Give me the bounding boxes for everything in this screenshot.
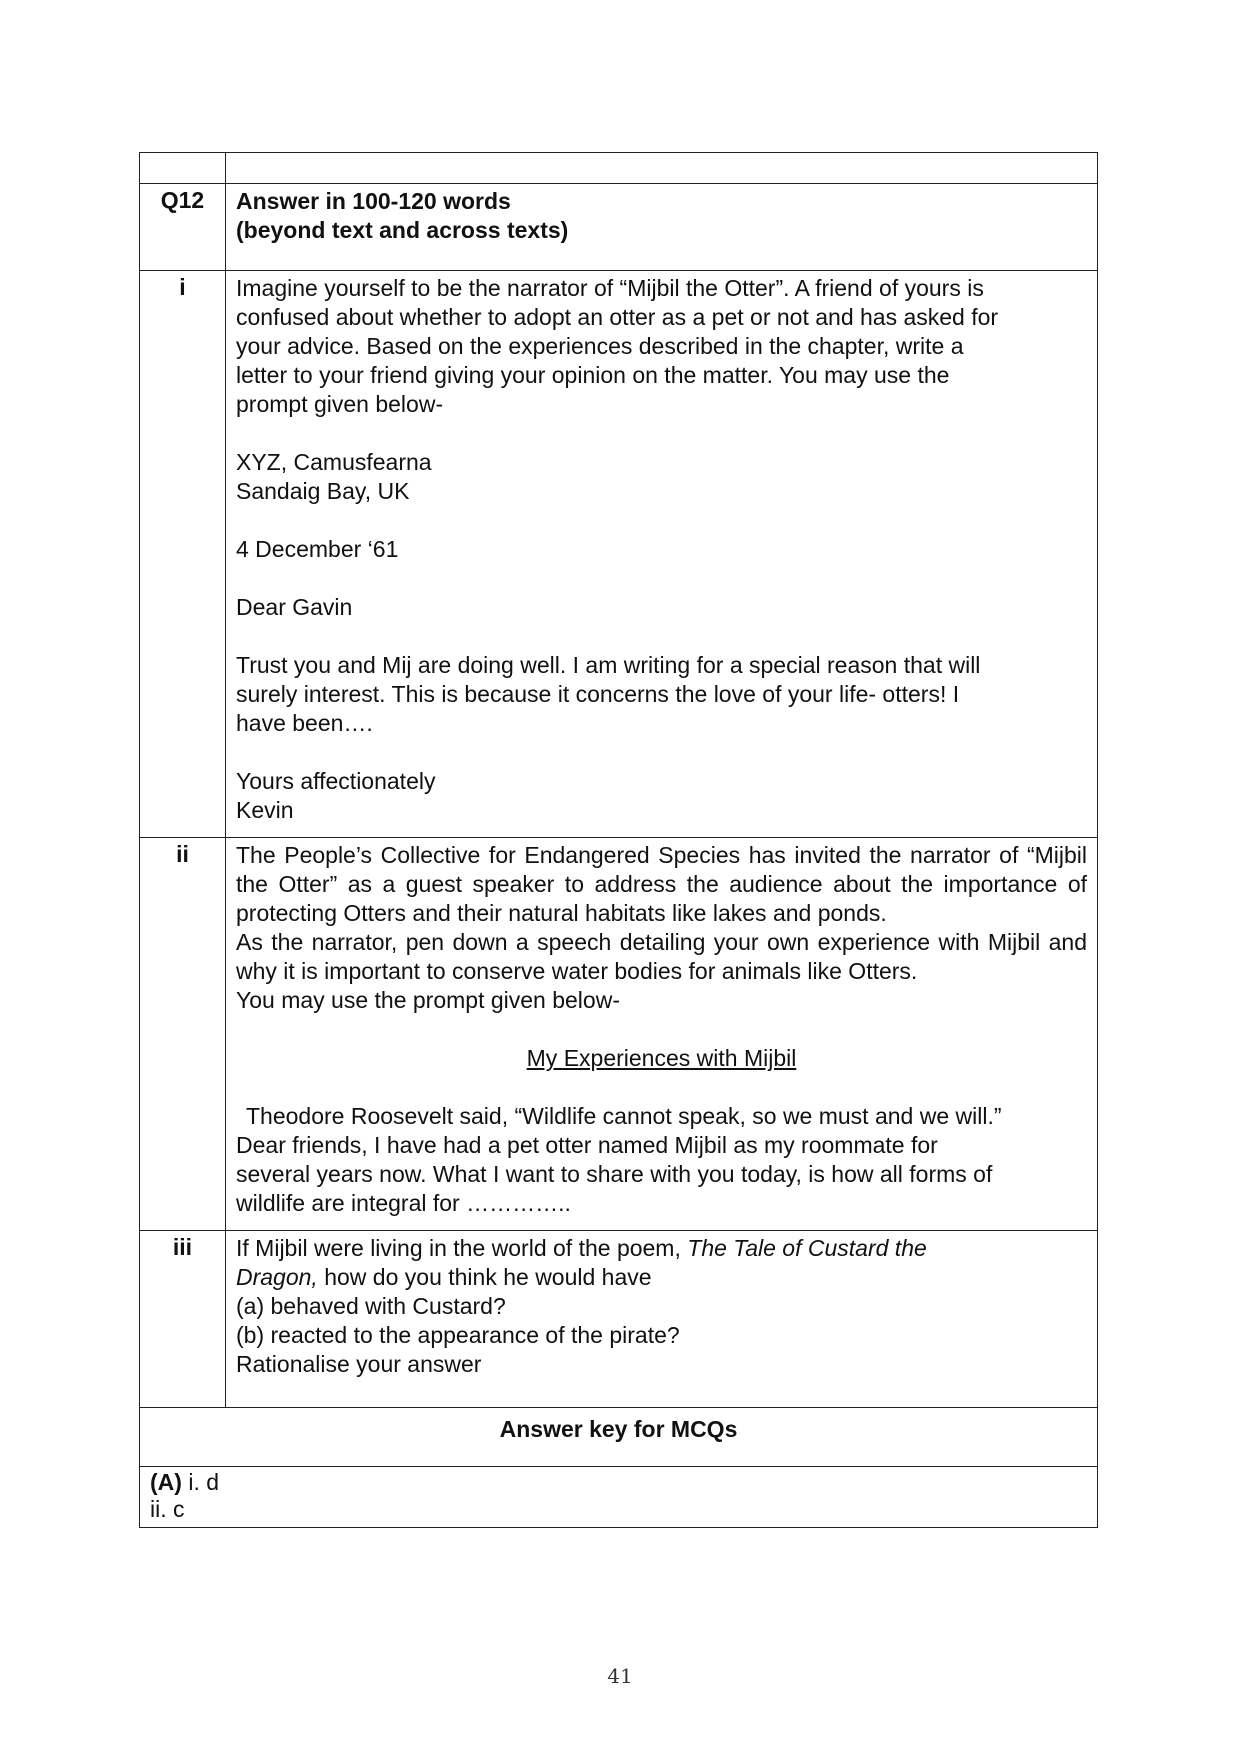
answer-item: ii. c (150, 1496, 185, 1522)
question-number: iii (140, 1231, 226, 1408)
empty-cell (226, 153, 1098, 184)
page-number: 41 (607, 1664, 633, 1688)
answer-key-row (140, 1467, 1098, 1528)
table-row-iii (140, 1231, 1098, 1408)
letter-body: have been…. (236, 710, 373, 736)
table-row-q12 (140, 184, 1098, 271)
table-empty-row (140, 153, 1098, 184)
speech-title: My Experiences with Mijbil (526, 1045, 797, 1071)
speech-line: several years now. What I want to share with you today, is how all forms of (236, 1161, 993, 1187)
empty-cell (140, 153, 226, 184)
table-row-i (140, 271, 1098, 838)
speech-line: wildlife are integral for ………….. (236, 1190, 571, 1216)
question-paragraph: The People’s Collective for Endangered Species has invited the narrator of “Mijbil the Otter” as a guest speaker to address the audience about the importance of protecting Otters and their natural habitats like lakes and ponds. (236, 842, 1087, 926)
answer-section-label: (A) (150, 1469, 182, 1495)
letter-address: Sandaig Bay, UK (236, 478, 410, 504)
letter-salutation: Dear Gavin (236, 594, 353, 620)
poem-title: Dragon, (236, 1264, 318, 1290)
question-text (226, 271, 1098, 838)
instruction: Rationalise your answer (236, 1351, 482, 1377)
question-line: letter to your friend giving your opinion on the matter. You may use the (236, 362, 950, 388)
option-b: (b) reacted to the appearance of the pirate? (236, 1322, 680, 1348)
speech-quote: Theodore Roosevelt said, “Wildlife cannot speak, so we must and we will.” (246, 1103, 1002, 1129)
speech-line: Dear friends, I have had a pet otter named Mijbil as my roommate for (236, 1132, 938, 1158)
letter-closing: Yours affectionately (236, 768, 436, 794)
question-paragraph: As the narrator, pen down a speech detailing your own experience with Mijbil and why it is important to conserve water bodies for animals like Otters. (236, 929, 1087, 984)
prompt-line: You may use the prompt given below- (236, 987, 620, 1013)
question-text (226, 1231, 1098, 1408)
question-line (236, 1234, 1087, 1263)
question-line-text: how do you think he would have (317, 1264, 652, 1290)
answer-line (150, 1469, 1087, 1496)
question-table (139, 152, 1098, 1528)
question-line: prompt given below- (236, 391, 444, 417)
option-a: (a) behaved with Custard? (236, 1293, 506, 1319)
answer-key-heading: Answer key for MCQs (140, 1408, 1098, 1467)
question-heading (226, 184, 1098, 271)
question-line: confused about whether to adopt an otter as a pet or not and has asked for (236, 304, 999, 330)
table-row-ii (140, 838, 1098, 1231)
question-number: Q12 (140, 184, 226, 271)
question-line: your advice. Based on the experiences described in the chapter, write a (236, 333, 964, 359)
letter-body: Trust you and Mij are doing well. I am writing for a special reason that will (236, 652, 981, 678)
question-number: ii (140, 838, 226, 1231)
question-line (236, 1263, 1087, 1292)
poem-title: The Tale of Custard the (687, 1235, 927, 1261)
question-line: Imagine yourself to be the narrator of “Mijbil the Otter”. A friend of yours is (236, 275, 984, 301)
answer-item: i. d (181, 1469, 220, 1495)
letter-signature: Kevin (236, 797, 294, 823)
speech-line (236, 1102, 1087, 1131)
answer-key-content (140, 1467, 1098, 1528)
question-line-text: If Mijbil were living in the world of the poem, (236, 1235, 688, 1261)
question-number: i (140, 271, 226, 838)
question-text (226, 838, 1098, 1231)
letter-address: XYZ, Camusfearna (236, 449, 432, 475)
letter-body: surely interest. This is because it concerns the love of your life- otters! I (236, 681, 960, 707)
speech-title-wrap (236, 1044, 1087, 1073)
answer-key-header-row (140, 1408, 1098, 1467)
heading-line: (beyond text and across texts) (236, 217, 569, 243)
letter-date: 4 December ‘61 (236, 536, 399, 562)
heading-line: Answer in 100-120 words (236, 188, 511, 214)
